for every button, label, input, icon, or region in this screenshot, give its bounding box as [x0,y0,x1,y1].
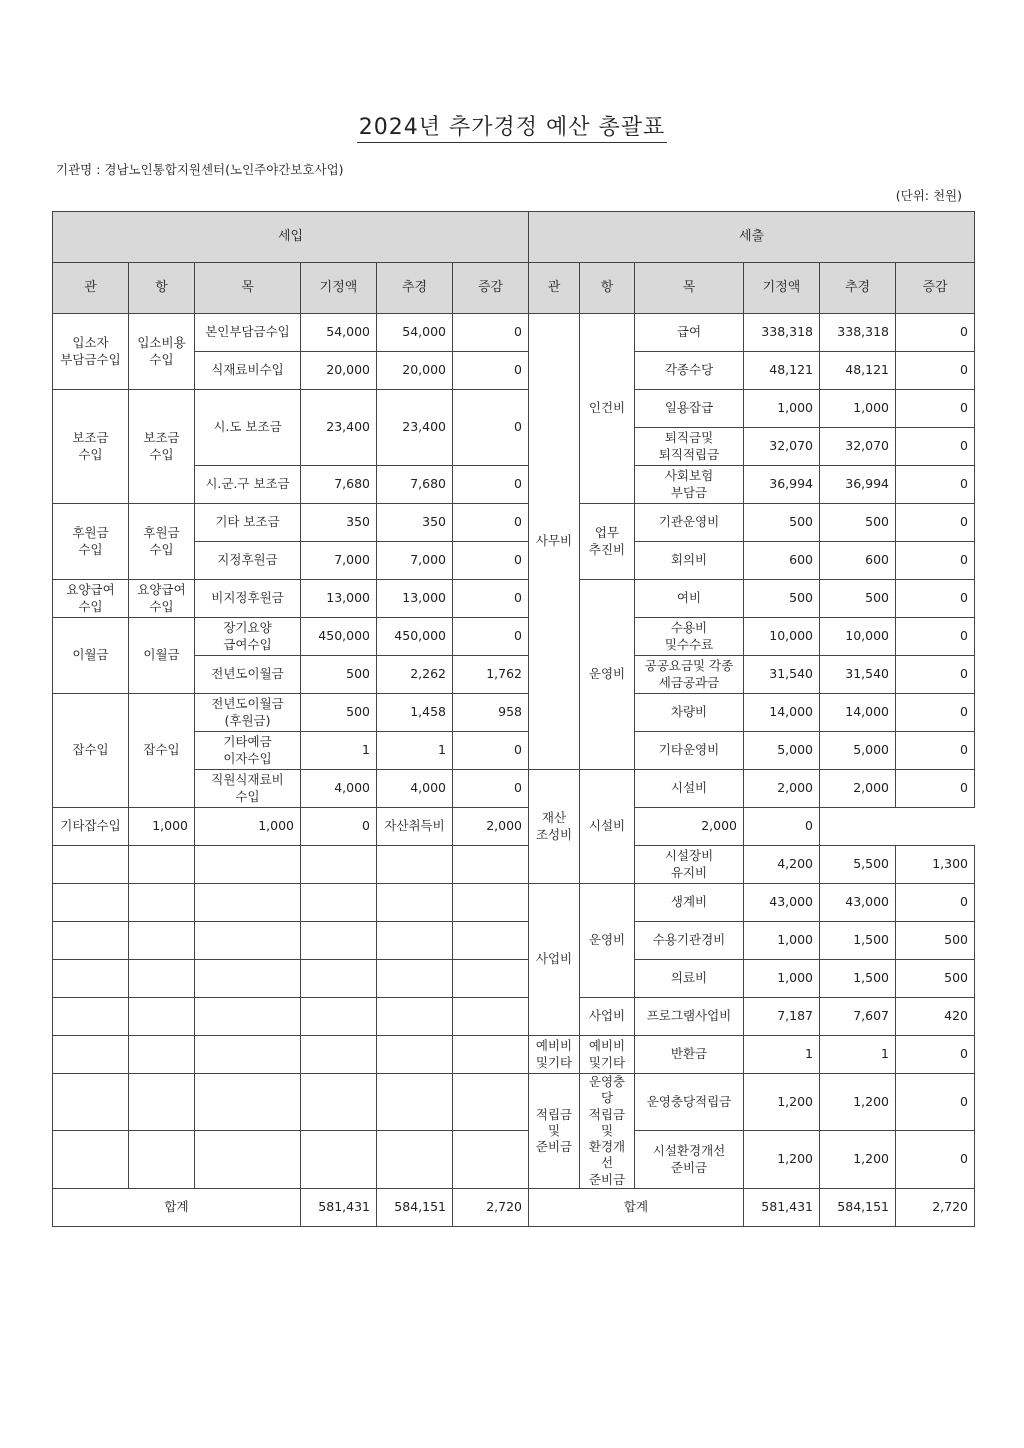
expense-supp-cell: 14,000 [820,694,896,732]
empty-cell [377,884,453,922]
revenue-supp-cell: 7,680 [377,466,453,504]
expense-mok-cell: 기관운영비 [635,504,744,542]
expense-diff-cell: 0 [896,1074,975,1131]
expense-diff-cell: 0 [896,428,975,466]
table-row [53,314,975,352]
empty-cell [53,1036,129,1074]
expense-mok-cell: 자산취득비 [377,808,453,846]
revenue-mok-cell: 시.군.구 보조금 [195,466,301,504]
expense-supp-cell: 338,318 [820,314,896,352]
empty-cell [129,998,195,1036]
expense-base-cell: 14,000 [744,694,820,732]
expense-base-cell: 43,000 [744,884,820,922]
revenue-hang-cell: 입소비용 수입 [129,314,195,390]
empty-cell [377,1036,453,1074]
revenue-base-cell: 500 [301,656,377,694]
column-header: 증감 [896,263,975,314]
expense-mok-cell: 각종수당 [635,352,744,390]
empty-cell [129,846,195,884]
empty-cell [195,846,301,884]
empty-cell [195,922,301,960]
revenue-gwan-cell: 후원금 수입 [53,504,129,580]
expense-base-cell: 10,000 [744,618,820,656]
expense-diff-cell: 0 [896,352,975,390]
column-header: 목 [635,263,744,314]
table-row [53,808,975,846]
column-header: 추경 [377,263,453,314]
revenue-diff-cell: 0 [453,466,529,504]
expense-mok-cell: 급여 [635,314,744,352]
empty-cell [129,884,195,922]
expense-gwan-cell: 사업비 [529,884,580,1036]
expense-base-cell: 1,000 [744,960,820,998]
column-header: 추경 [820,263,896,314]
revenue-base-cell: 20,000 [301,352,377,390]
expense-supp-cell: 1,500 [820,960,896,998]
table-row [53,618,975,656]
table-row [53,504,975,542]
revenue-diff-cell: 0 [453,352,529,390]
empty-cell [129,960,195,998]
expense-hang-cell: 업무 추진비 [580,504,635,580]
expense-mok-cell: 운영충당적립금 [635,1074,744,1131]
column-header: 목 [195,263,301,314]
expense-mok-cell: 공공요금및 각종 세금공과금 [635,656,744,694]
expense-diff-cell: 420 [896,998,975,1036]
expense-supp-cell: 1,000 [820,390,896,428]
empty-cell [377,960,453,998]
expense-gwan-cell: 재산 조성비 [529,770,580,884]
expense-base-cell: 36,994 [744,466,820,504]
empty-cell [195,1131,301,1188]
table-row [53,1074,975,1131]
empty-cell [377,846,453,884]
section-header-row [53,212,975,263]
page-title [0,110,1024,141]
expense-supp-cell: 500 [820,580,896,618]
expense-mok-cell: 퇴직금및 퇴직적립금 [635,428,744,466]
expense-hang-cell: 운영비 [580,580,635,770]
expense-supp-cell: 1,500 [820,922,896,960]
expense-diff-cell: 0 [896,466,975,504]
expense-diff-cell: 500 [896,922,975,960]
expense-diff-cell: 0 [896,694,975,732]
expense-diff-cell: 0 [744,808,820,846]
expense-supp-cell: 48,121 [820,352,896,390]
expense-hang-cell: 인건비 [580,314,635,504]
column-header: 기정액 [301,263,377,314]
expense-total-base: 581,431 [744,1188,820,1226]
table-row [53,580,975,618]
revenue-mok-cell: 시.도 보조금 [195,390,301,466]
revenue-diff-cell: 0 [453,314,529,352]
expense-supp-cell: 32,070 [820,428,896,466]
expense-diff-cell: 0 [896,656,975,694]
expense-base-cell: 48,121 [744,352,820,390]
empty-cell [301,884,377,922]
column-header: 관 [53,263,129,314]
expense-gwan-cell: 사무비 [529,314,580,770]
expense-base-cell: 31,540 [744,656,820,694]
revenue-diff-cell: 1,762 [453,656,529,694]
expense-total-supp: 584,151 [820,1188,896,1226]
revenue-supp-cell: 450,000 [377,618,453,656]
empty-cell [301,1074,377,1131]
expense-diff-cell: 0 [896,390,975,428]
revenue-total-label: 합계 [53,1188,301,1226]
expense-base-cell: 32,070 [744,428,820,466]
column-header-row [53,263,975,314]
revenue-total-base: 581,431 [301,1188,377,1226]
revenue-supp-cell: 23,400 [377,390,453,466]
expense-hang-cell: 예비비 및기타 [580,1036,635,1074]
expense-diff-cell: 1,300 [896,846,975,884]
empty-cell [301,922,377,960]
revenue-gwan-cell: 입소자 부담금수입 [53,314,129,390]
revenue-supp-cell: 4,000 [377,770,453,808]
empty-cell [453,846,529,884]
expense-section-header: 세출 [529,212,975,263]
expense-supp-cell: 31,540 [820,656,896,694]
empty-cell [53,1131,129,1188]
expense-diff-cell: 0 [896,770,975,808]
table-row [53,884,975,922]
empty-cell [195,960,301,998]
revenue-hang-cell: 이월금 [129,618,195,694]
empty-cell [377,922,453,960]
empty-cell [53,960,129,998]
expense-hang-cell: 사업비 [580,998,635,1036]
expense-supp-cell: 5,500 [820,846,896,884]
empty-cell [377,998,453,1036]
column-header: 기정액 [744,263,820,314]
revenue-total-diff: 2,720 [453,1188,529,1226]
revenue-diff-cell: 0 [453,390,529,466]
column-header: 항 [129,263,195,314]
empty-cell [301,1036,377,1074]
revenue-mok-cell: 직원식재료비 수입 [195,770,301,808]
expense-mok-cell: 차량비 [635,694,744,732]
revenue-base-cell: 500 [301,694,377,732]
empty-cell [301,846,377,884]
revenue-gwan-cell: 이월금 [53,618,129,694]
expense-supp-cell: 36,994 [820,466,896,504]
revenue-base-cell: 1,000 [129,808,195,846]
empty-cell [53,846,129,884]
expense-mok-cell: 시설비 [635,770,744,808]
page-title-text: 2024년 추가경정 예산 총괄표 [357,115,668,143]
expense-supp-cell: 500 [820,504,896,542]
revenue-supp-cell: 1,458 [377,694,453,732]
expense-supp-cell: 1 [820,1036,896,1074]
empty-cell [53,884,129,922]
revenue-supp-cell: 1 [377,732,453,770]
empty-cell [453,922,529,960]
revenue-supp-cell: 7,000 [377,542,453,580]
revenue-supp-cell: 350 [377,504,453,542]
revenue-diff-cell: 0 [453,618,529,656]
expense-base-cell: 600 [744,542,820,580]
revenue-base-cell: 450,000 [301,618,377,656]
expense-diff-cell: 0 [896,580,975,618]
revenue-hang-cell: 요양급여 수입 [129,580,195,618]
expense-base-cell: 5,000 [744,732,820,770]
expense-mok-cell: 시설장비 유지비 [635,846,744,884]
empty-cell [301,1131,377,1188]
revenue-mok-cell: 비지정후원금 [195,580,301,618]
expense-mok-cell: 시설환경개선 준비금 [635,1131,744,1188]
expense-mok-cell: 일용잡급 [635,390,744,428]
expense-supp-cell: 7,607 [820,998,896,1036]
empty-cell [53,1074,129,1131]
expense-mok-cell: 기타운영비 [635,732,744,770]
revenue-gwan-cell: 잡수입 [53,694,129,808]
expense-supp-cell: 2,000 [635,808,744,846]
empty-cell [453,998,529,1036]
unit-label: (단위: 천원) [895,188,962,203]
expense-base-cell: 1,000 [744,922,820,960]
revenue-diff-cell: 0 [453,580,529,618]
expense-total-label: 합계 [529,1188,744,1226]
revenue-base-cell: 350 [301,504,377,542]
revenue-mok-cell: 기타잡수입 [53,808,129,846]
expense-diff-cell: 500 [896,960,975,998]
expense-base-cell: 2,000 [453,808,529,846]
expense-mok-cell: 의료비 [635,960,744,998]
expense-mok-cell: 사회보험 부담금 [635,466,744,504]
expense-base-cell: 338,318 [744,314,820,352]
revenue-diff-cell: 0 [453,504,529,542]
revenue-gwan-cell: 보조금 수입 [53,390,129,504]
revenue-section-header: 세입 [53,212,529,263]
table-row [53,998,975,1036]
revenue-mok-cell: 지정후원금 [195,542,301,580]
revenue-supp-cell: 2,262 [377,656,453,694]
empty-cell [453,1036,529,1074]
expense-supp-cell: 2,000 [820,770,896,808]
revenue-diff-cell: 958 [453,694,529,732]
expense-base-cell: 1,000 [744,390,820,428]
empty-cell [195,998,301,1036]
expense-base-cell: 1,200 [744,1131,820,1188]
column-header: 항 [580,263,635,314]
expense-hang-cell: 운영충당 적립금및 환경개선 준비금 [580,1074,635,1189]
revenue-base-cell: 7,680 [301,466,377,504]
table-row [53,922,975,960]
column-header: 증감 [453,263,529,314]
expense-diff-cell: 0 [896,732,975,770]
revenue-base-cell: 1 [301,732,377,770]
expense-diff-cell: 0 [896,618,975,656]
expense-mok-cell: 반환금 [635,1036,744,1074]
revenue-total-supp: 584,151 [377,1188,453,1226]
empty-cell [301,960,377,998]
empty-cell [53,998,129,1036]
table-row [53,390,975,428]
expense-diff-cell: 0 [896,314,975,352]
table-row [53,694,975,732]
expense-base-cell: 1 [744,1036,820,1074]
expense-base-cell: 4,200 [744,846,820,884]
revenue-hang-cell: 잡수입 [129,694,195,808]
revenue-mok-cell: 전년도이월금 (후원금) [195,694,301,732]
table-row [53,1036,975,1074]
revenue-base-cell: 23,400 [301,390,377,466]
revenue-gwan-cell: 요양급여 수입 [53,580,129,618]
table-row [53,960,975,998]
empty-cell [301,998,377,1036]
empty-cell [453,1074,529,1131]
expense-diff-cell: 0 [896,884,975,922]
revenue-hang-cell: 후원금 수입 [129,504,195,580]
expense-hang-cell: 운영비 [580,884,635,998]
expense-diff-cell: 0 [896,504,975,542]
revenue-supp-cell: 20,000 [377,352,453,390]
empty-cell [53,922,129,960]
expense-mok-cell: 여비 [635,580,744,618]
revenue-mok-cell: 기타 보조금 [195,504,301,542]
empty-cell [377,1074,453,1131]
revenue-supp-cell: 13,000 [377,580,453,618]
expense-diff-cell: 0 [896,1036,975,1074]
expense-mok-cell: 프로그램사업비 [635,998,744,1036]
empty-cell [195,1036,301,1074]
expense-supp-cell: 43,000 [820,884,896,922]
column-header: 관 [529,263,580,314]
empty-cell [129,922,195,960]
expense-mok-cell: 회의비 [635,542,744,580]
expense-supp-cell: 600 [820,542,896,580]
expense-gwan-cell: 예비비 및기타 [529,1036,580,1074]
revenue-diff-cell: 0 [301,808,377,846]
expense-mok-cell: 생계비 [635,884,744,922]
revenue-hang-cell: 보조금 수입 [129,390,195,504]
revenue-mok-cell: 전년도이월금 [195,656,301,694]
revenue-supp-cell: 54,000 [377,314,453,352]
expense-base-cell: 500 [744,580,820,618]
revenue-supp-cell: 1,000 [195,808,301,846]
empty-cell [377,1131,453,1188]
revenue-base-cell: 4,000 [301,770,377,808]
table-row [53,846,975,884]
expense-total-diff: 2,720 [896,1188,975,1226]
expense-diff-cell: 0 [896,1131,975,1188]
total-row [53,1188,975,1226]
revenue-base-cell: 13,000 [301,580,377,618]
expense-gwan-cell: 적립금 및 준비금 [529,1074,580,1189]
expense-base-cell: 7,187 [744,998,820,1036]
budget-summary-table [52,211,975,1227]
revenue-base-cell: 7,000 [301,542,377,580]
revenue-mok-cell: 기타예금 이자수입 [195,732,301,770]
expense-base-cell: 1,200 [744,1074,820,1131]
empty-cell [453,884,529,922]
expense-base-cell: 2,000 [744,770,820,808]
expense-diff-cell: 0 [896,542,975,580]
revenue-mok-cell: 식재료비수입 [195,352,301,390]
empty-cell [453,960,529,998]
revenue-diff-cell: 0 [453,732,529,770]
organization-name: 기관명 : 경남노인통합지원센터(노인주야간보호사업) [56,162,344,177]
expense-mok-cell: 수용비 및수수료 [635,618,744,656]
expense-supp-cell: 5,000 [820,732,896,770]
expense-mok-cell: 수용기관경비 [635,922,744,960]
expense-base-cell: 500 [744,504,820,542]
empty-cell [195,884,301,922]
expense-hang-cell: 시설비 [580,770,635,884]
empty-cell [453,1131,529,1188]
empty-cell [195,1074,301,1131]
expense-supp-cell: 1,200 [820,1074,896,1131]
revenue-mok-cell: 본인부담금수입 [195,314,301,352]
expense-supp-cell: 1,200 [820,1131,896,1188]
empty-cell [129,1074,195,1131]
expense-supp-cell: 10,000 [820,618,896,656]
revenue-mok-cell: 장기요양 급여수입 [195,618,301,656]
table-row [53,1131,975,1188]
revenue-base-cell: 54,000 [301,314,377,352]
revenue-diff-cell: 0 [453,770,529,808]
revenue-diff-cell: 0 [453,542,529,580]
empty-cell [129,1131,195,1188]
empty-cell [129,1036,195,1074]
